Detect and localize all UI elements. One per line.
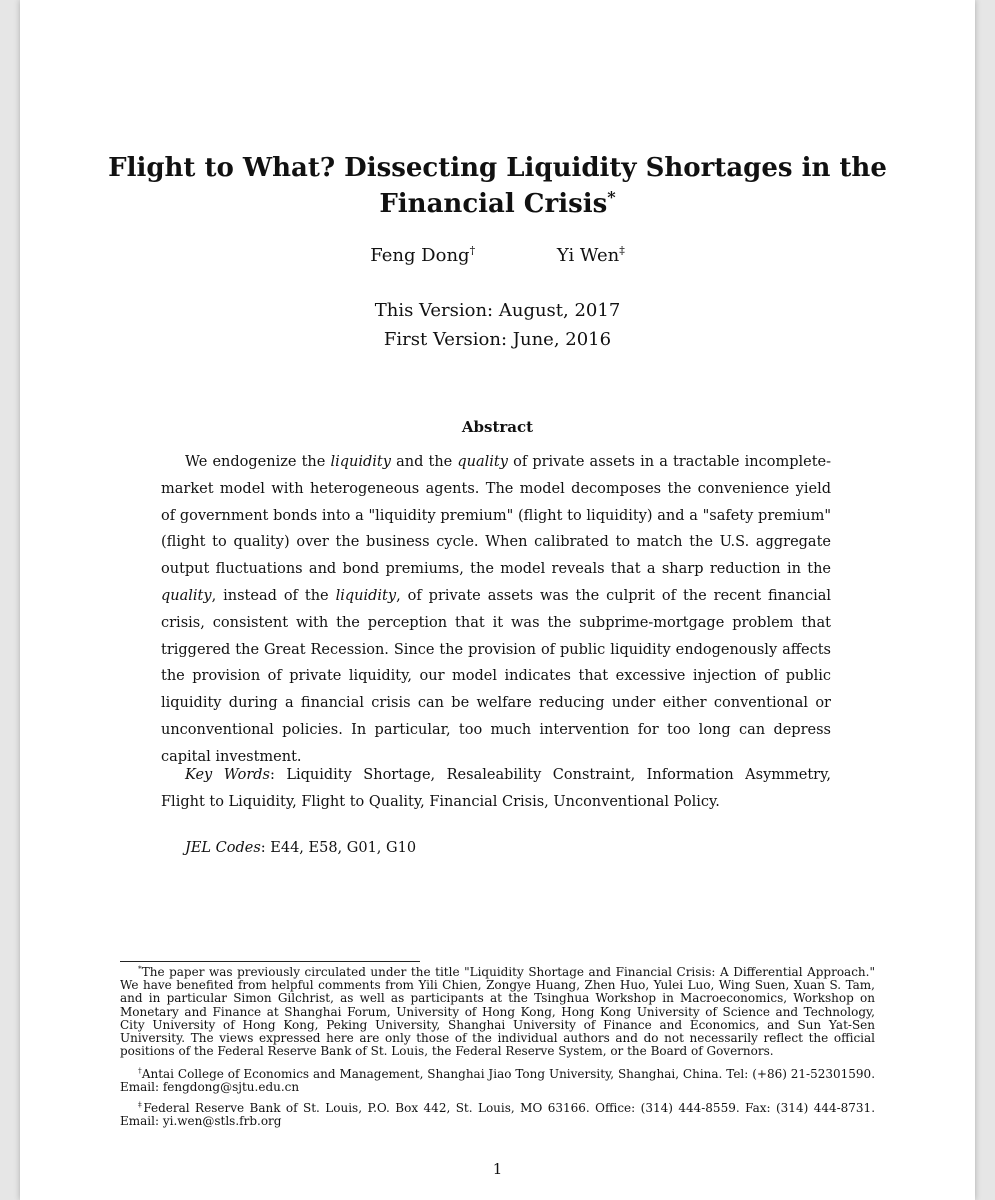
version-info (20, 296, 975, 354)
author-2 (557, 245, 625, 266)
first-version: First Version: June, 2016 (383, 329, 612, 350)
author-1 (370, 245, 475, 266)
key-words-text: : Liquidity Shortage, Resaleability Constraint, Information Asymmetry, Flight to Liquidity, Flight to Quality, Financial Crisis, Unconventional Policy. (161, 767, 831, 810)
author-1-name: Feng Dong (370, 245, 470, 266)
jel-codes (185, 835, 416, 862)
footnote-2-mark: † (138, 1066, 142, 1075)
title-line-1: Flight to What? Dissecting Liquidity Shortages in the (108, 153, 887, 183)
footnote-3-mark: ‡ (138, 1100, 144, 1109)
this-version: This Version: August, 2017 (374, 300, 621, 321)
jel-codes-label: JEL Codes (185, 840, 261, 856)
abstract-body (161, 449, 831, 771)
abstract-part-3: of private assets in a tractable incomplete-market model with heterogeneous agents. The model decomposes the convenience yield of government bonds into a "liquidity premium" (flight to liquidity) and a "safety premium" (flight to quality) over the business cycle. When calibrated to match the U.S. aggregate output fluctuations and bond premiums, the model reveals that a sharp reduction in the (161, 454, 831, 578)
page-number: 1 (492, 1160, 503, 1178)
title-line-2 (20, 186, 975, 222)
abstract-em-liquidity: liquidity (330, 454, 391, 470)
footnote-1 (120, 966, 875, 1058)
jel-codes-text: : E44, E58, G01, G10 (260, 840, 417, 856)
abstract-em-quality-2: quality (161, 587, 212, 604)
abstract-heading: Abstract (461, 418, 534, 436)
footnote-2 (120, 1068, 875, 1094)
footnote-1-text: The paper was previously circulated under the title "Liquidity Shortage and Financial Crisis: A Differential Approach." We have benefited from helpful comments from Yili Chien, Zongye Huang, Zhen Huo, Yulei Luo, Wing Suen, Xuan S. Tam, and in particular Simon Gilchrist, as well as participants at the Tsinghua Workshop in Macroeconomics, Workshop on Monetary and Finance at Shanghai Forum, University of Hong Kong, Hong Kong University of Science and Technology, City University of Hong Kong, Peking University, Shanghai University of Finance and Economics, and Sun Yat-Sen University. The views expressed here are only those of the individual authors and do not necessarily reflect the official positions of the Federal Reserve Bank of St. Louis, the Federal Reserve System, or the Board of Governors. (120, 965, 875, 1059)
title-line-2-text: Financial Crisis (379, 189, 608, 219)
key-words (161, 762, 831, 816)
author-list (20, 245, 975, 266)
abstract-em-quality: quality (457, 454, 508, 470)
footnote-3-text: Federal Reserve Bank of St. Louis, P.O. Box 442, St. Louis, MO 63166. Office: (314) 444-8559. Fax: (314) 444-8731. Email: yi.wen@stls.frb.org (120, 1101, 876, 1129)
footnote-3 (120, 1102, 875, 1128)
author-2-mark: ‡ (619, 244, 625, 257)
paper-page (20, 0, 975, 1200)
footnote-1-mark: * (138, 964, 142, 973)
abstract-part-5: , of private assets was the culprit of the recent financial crisis, consistent with the perception that it was the subprime-mortgage problem that triggered the Great Recession. Since the provision of public liquidity endogenously affects the provision of private liquidity, our model indicates that excessive injection of public liquidity during a financial crisis can be welfare reducing under either conventional or unconventional policies. In particular, too much intervention for too long can depress capital investment. (161, 587, 832, 765)
footnote-rule (120, 961, 420, 962)
footnote-2-text: Antai College of Economics and Management, Shanghai Jiao Tong University, Shanghai, China. Tel: (+86) 21-52301590. Email: fengdong@sjtu.edu.cn (120, 1067, 876, 1095)
abstract-em-liquidity-2: liquidity (335, 587, 397, 604)
title-footnote-mark: * (607, 187, 616, 207)
author-2-name: Yi Wen (556, 245, 620, 266)
abstract-part-4: , instead of the (211, 587, 336, 604)
abstract-part-2: and the (390, 454, 458, 470)
author-1-mark: † (469, 244, 476, 257)
key-words-label: Key Words (185, 767, 270, 783)
abstract-part-1: We endogenize the (185, 454, 331, 470)
paper-title (20, 150, 975, 222)
